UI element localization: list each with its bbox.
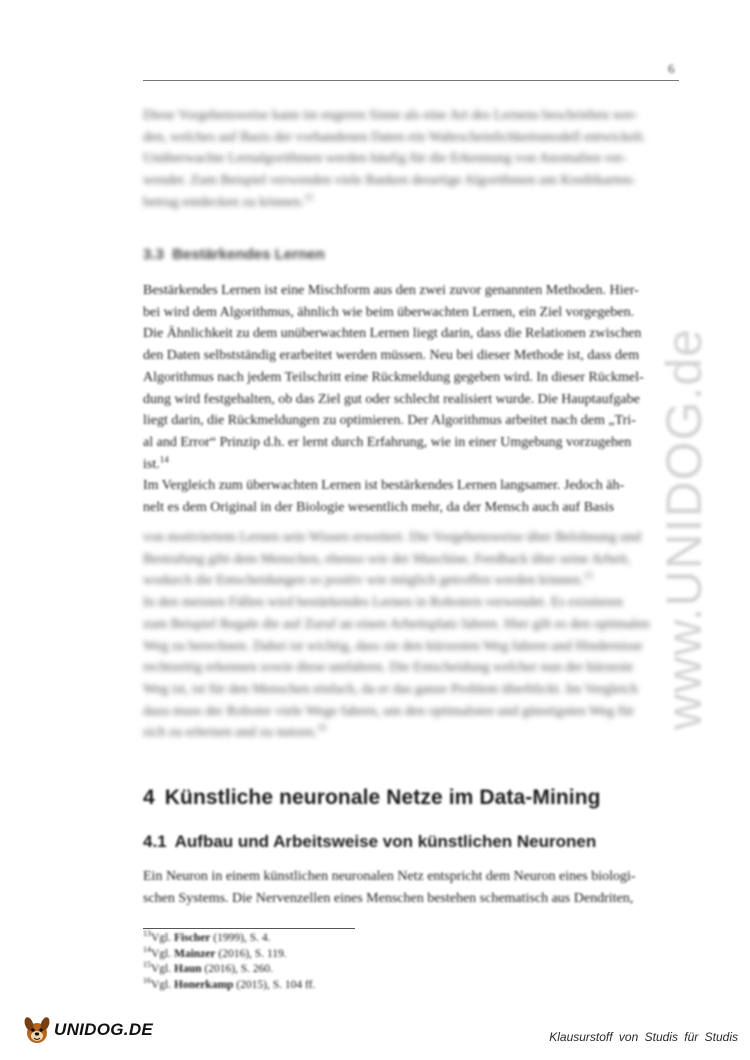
text-line: dung wird festgehalten, ob das Ziel gut oder schlecht realisiert wurde. Die Hauptaufgabe xyxy=(143,391,640,407)
text-line: den Daten selbstständig erarbeitet werden müssen. Neu bei dieser Methode ist, dass dem xyxy=(143,348,640,364)
text-line: Unüberwachte Lernalgorithmen werden häufig für die Erkennung von Anomalien ver- xyxy=(143,151,627,167)
chapter-number: 4 xyxy=(143,786,155,809)
text-line: Die Ähnlichkeit zu dem unüberwachten Lernen liegt darin, dass die Relationen zwischen xyxy=(143,326,642,342)
text-line: nelt es dem Original in der Biologie wesentlich mehr, da der Mensch auch auf Basis xyxy=(143,500,615,516)
footnote: $^{16}$Vgl. Honerkamp (2015), S. 104 ff. xyxy=(143,975,316,991)
footnote: $^{15}$Vgl. Haun (2016), S. 260. xyxy=(143,960,274,975)
section-number: 3.3 xyxy=(143,246,164,263)
text-line: dazu muss der Roboter viele Wege fahren, um den optimalsten und günstigsten Weg für xyxy=(143,703,635,719)
text-line: Algorithmus nach jedem Teilschritt eine Rückmeldung gegeben wird. In dieser Rückmel- xyxy=(143,369,644,385)
section-3-2-tail-paragraph xyxy=(143,105,679,214)
section-3-3-paragraph-2-blurred xyxy=(143,527,679,744)
dog-icon xyxy=(22,1014,52,1046)
chapter-title: Künstliche neuronale Netze im Data-Mining xyxy=(164,786,601,809)
text-line: Bestrafung gibt dem Menschen, ebenso wie der Maschine, Feedback über seine Arbeit, xyxy=(143,551,631,567)
page-number: 6 xyxy=(668,61,675,76)
text-line: von motiviertem Lernen sein Wissen erweitert. Die Vorgehensweise über Belohnung und xyxy=(143,530,642,545)
section-title: Bestärkendes Lernen xyxy=(172,246,325,263)
text-line: Im Vergleich zum überwachten Lernen ist bestärkendes Lernen langsamer. Jedoch äh- xyxy=(143,478,625,494)
text-line: betrug entdecken zu können.$^{13}$ xyxy=(143,192,313,210)
text-line: schen Systems. Die Nervenzellen eines Menschen bestehen schematisch aus Dendriten, xyxy=(143,890,634,906)
header-rule xyxy=(143,80,679,81)
footnote-ref: 16 xyxy=(317,722,327,733)
footnotes xyxy=(143,931,315,993)
text-line: al and Error“ Prinzip d.h. er lernt durch Erfahrung, wie in einer Umgebung vorzugehen xyxy=(143,434,632,450)
text-line: Diese Vorgehensweise kann im engeren Sinne als eine Art des Lernens beschrieben wer- xyxy=(143,108,639,123)
text-line: wendet. Zum Beispiel verwenden viele Banken derartige Algorithmen um Kreditkarten- xyxy=(143,173,636,189)
text-line: Bestärkendes Lernen ist eine Mischform aus den zwei zuvor genannten Methoden. Hier- xyxy=(143,283,639,298)
text-line: rechtzeitig erkennen sowie diese umfahren. Die Entscheidung welcher nun der kürzeste xyxy=(143,660,634,676)
footnote-ref: 14 xyxy=(159,453,169,464)
text-line: In den meisten Fällen wird bestärkendes Lernen in Robotern verwendet. Es existieren xyxy=(143,595,623,611)
logo-text: UNIDOG.DE xyxy=(54,1020,154,1039)
unidog-logo[interactable] xyxy=(22,1012,153,1048)
footnote: $^{13}$Vgl. Fischer (1999), S. 4. xyxy=(143,929,271,944)
section-3-3-heading xyxy=(143,246,325,263)
text-line: bei wird dem Algorithmus, ähnlich wie beim überwachten Lernen, ein Ziel vorgegeben. xyxy=(143,304,635,320)
text-line: wodurch die Entscheidungen so positiv wie möglich getroffen werden können.$^{15}$ xyxy=(143,570,593,589)
text-line: sich zu erlernen und zu nutzen.$^{16}$ xyxy=(143,722,327,741)
section-4-1-heading xyxy=(143,832,596,852)
section-4-1-paragraph xyxy=(143,866,679,909)
text-line: den, welches auf Basis der vorhandenen Daten ein Wahrscheinlichkeitsmodell entwickelt. xyxy=(143,129,646,145)
footnote: $^{14}$Vgl. Mainzer (2016), S. 119. xyxy=(143,944,287,960)
watermark: www.UNIDOG.de xyxy=(656,328,712,730)
text-line: Ein Neuron in einem künstlichen neuronalen Netz entspricht dem Neuron eines biologi- xyxy=(143,869,636,884)
footnote-ref: 13 xyxy=(303,192,313,203)
text-line: Weg ist, ist für den Menschen einfach, da er das ganze Problem überblickt. Im Vergleich xyxy=(143,681,638,697)
text-line: liegt darin, die Rückmeldungen zu optimieren. Der Algorithmus arbeitet nach dem „Tri- xyxy=(143,413,636,429)
footer-slogan: Klausurstoff von Studis für Studis xyxy=(549,1030,738,1044)
section-3-3-paragraph-1 xyxy=(143,280,679,519)
footnote-rule xyxy=(143,928,355,929)
text-line: ist.$^{14}$ xyxy=(143,453,169,472)
text-line: zum Beispiel Regale die auf Zuruf an einen Arbeitsplatz fahren. Hier gilt es den optimalen xyxy=(143,616,650,632)
text-line: Weg zu berechnen. Dabei ist wichtig, dass sie den kürzesten Weg fahren und Hindernisse xyxy=(143,638,643,654)
chapter-4-heading xyxy=(143,786,601,810)
section-number: 4.1 xyxy=(143,832,167,851)
footnote-ref: 15 xyxy=(583,570,593,581)
section-title: Aufbau und Arbeitsweise von künstlichen Neuronen xyxy=(174,832,597,851)
